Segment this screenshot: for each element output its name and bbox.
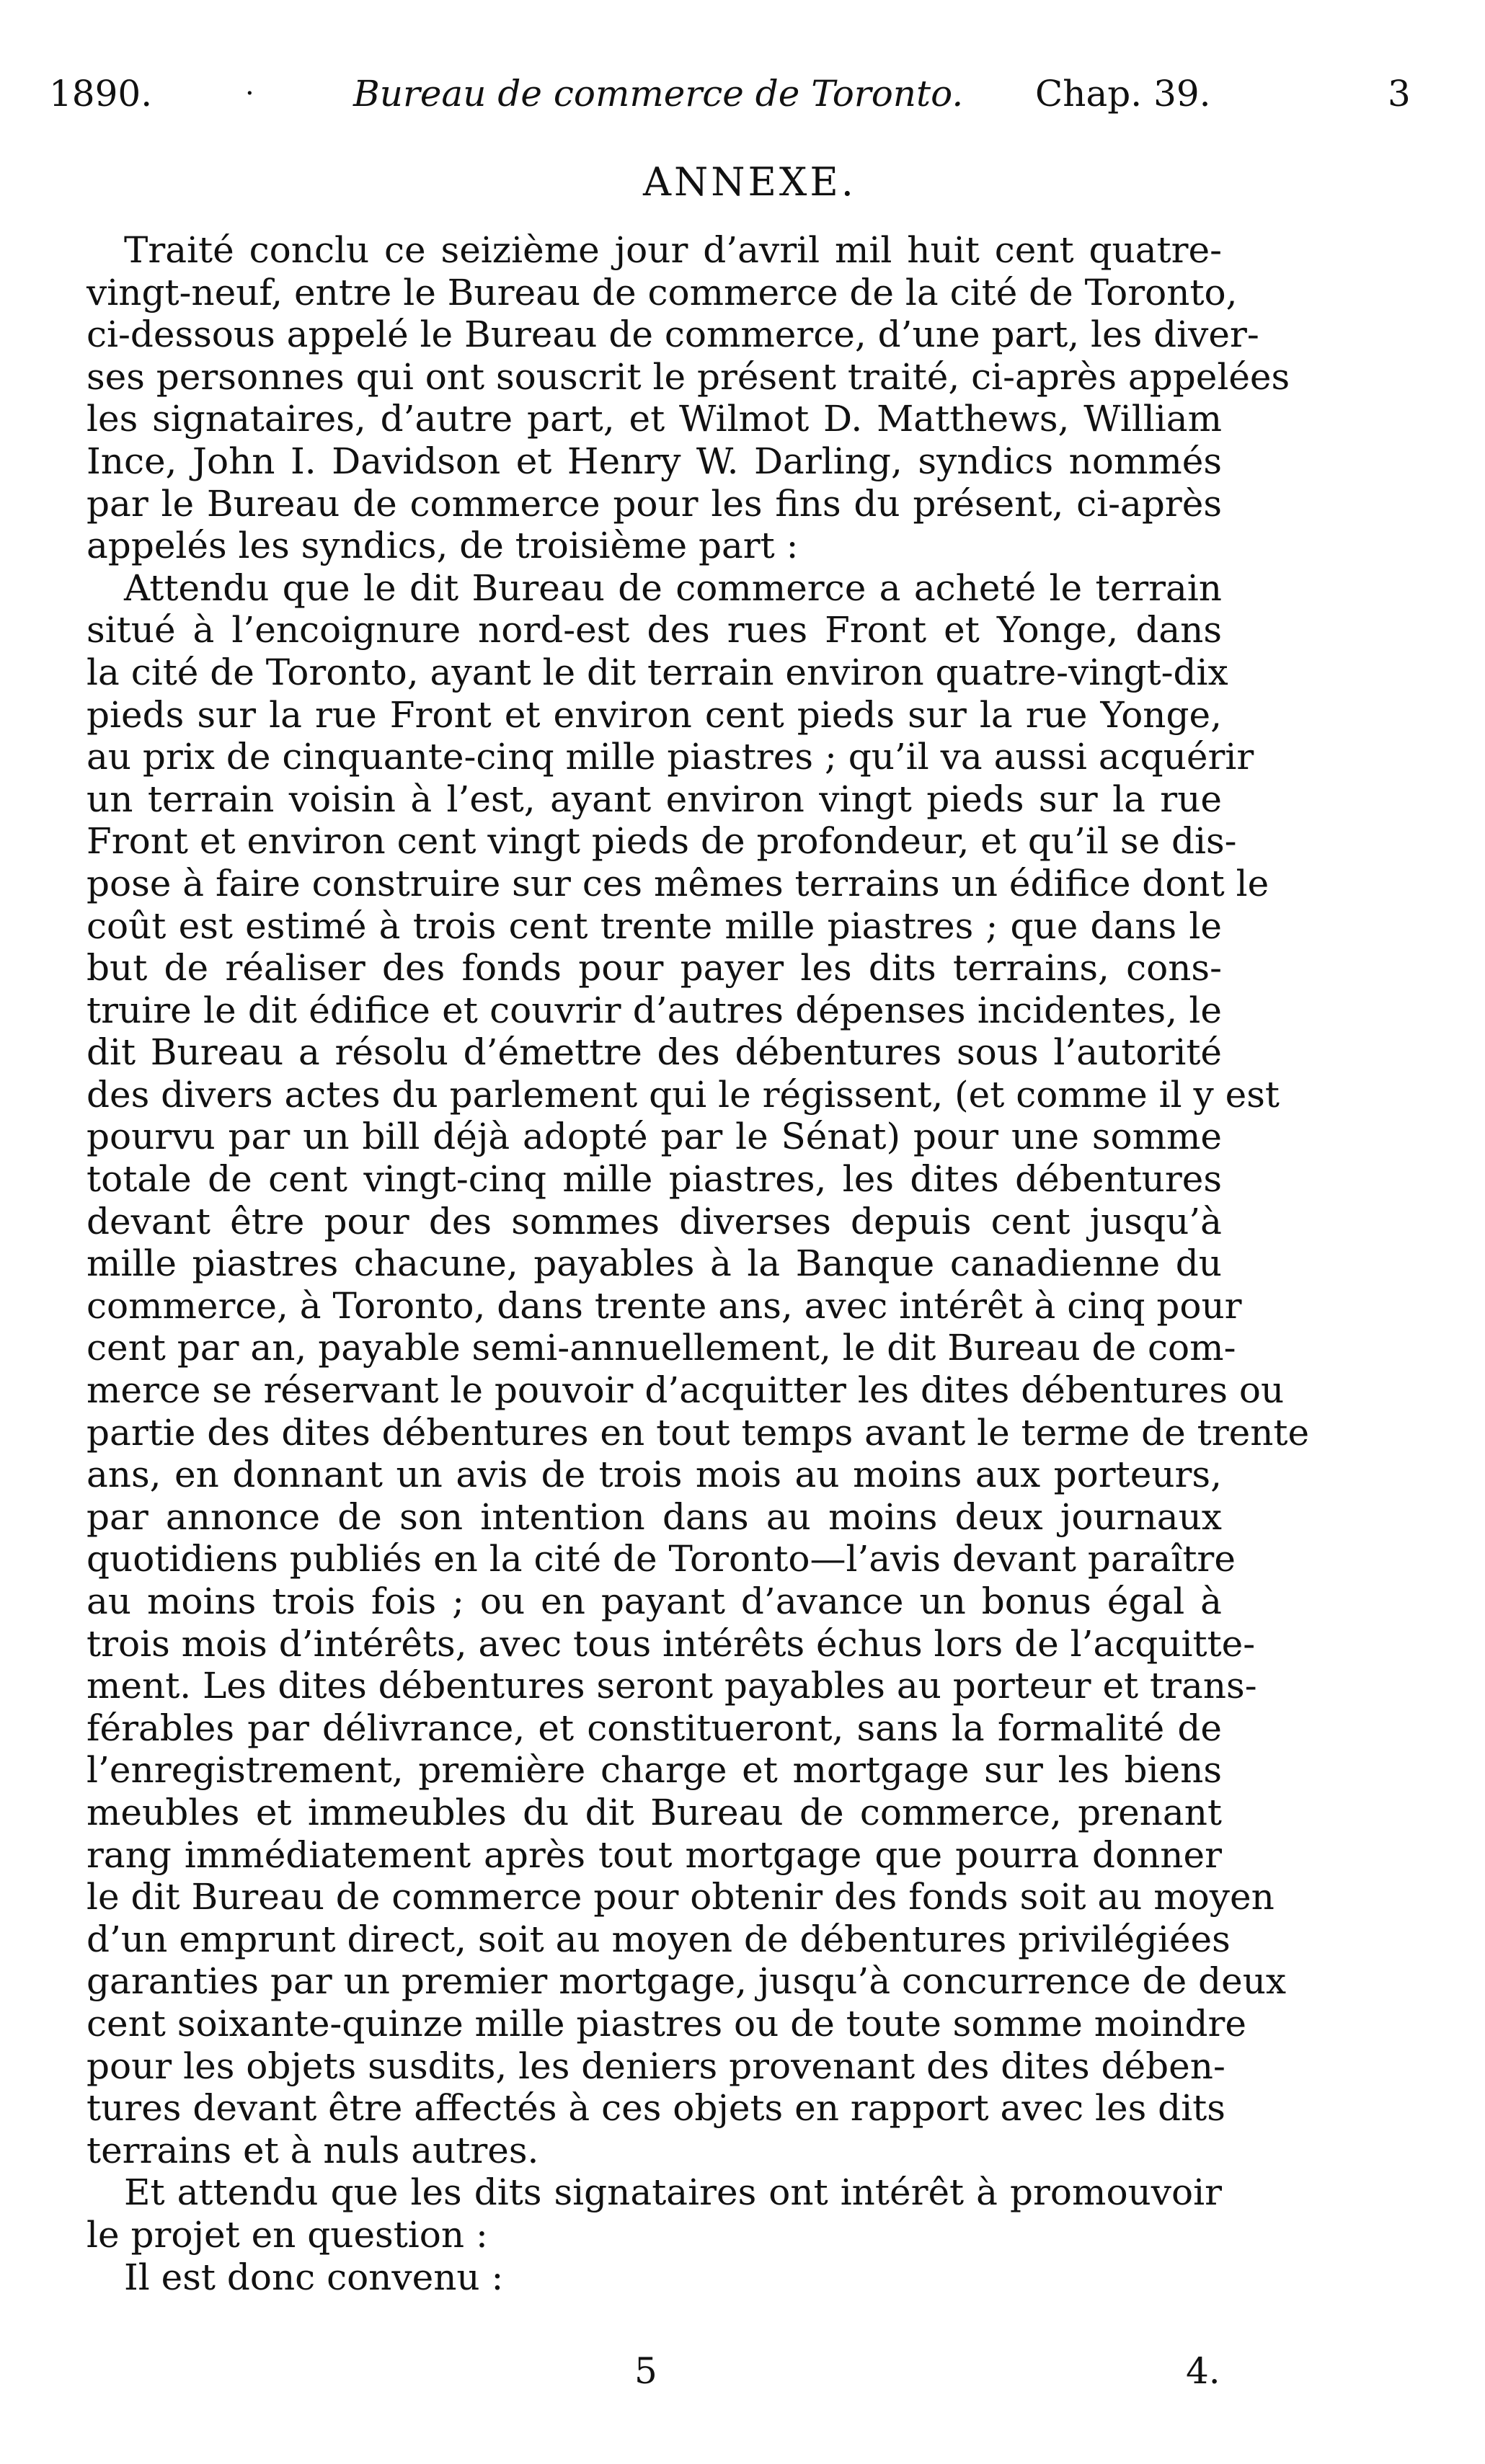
text-line: trois mois d’intérêts, avec tous intérêts échus lors de l’acquitte- [87,1622,1256,1665]
text-line: d’un emprunt direct, soit au moyen de débentures privilégiées [87,1918,1231,1960]
text-line: pourvu par un bill déjà adopté par le Sénat) pour une somme [87,1116,1222,1158]
text-line: meubles et immeubles du dit Bureau de commerce, prenant [87,1791,1222,1833]
text-line: vingt-neuf, entre le Bureau de commerce de la cité de Toronto, [87,271,1238,313]
text-line: pieds sur la rue Front et environ cent pieds sur la rue Yonge, [87,693,1222,736]
text-line: ci-dessous appelé le Bureau de commerce, d’une part, les diver- [87,313,1259,356]
text-line: totale de cent vingt-cinq mille piastres, les dites débentures [87,1158,1222,1201]
text-line: rang immédiatement après tout mortgage que pourra donner [87,1833,1222,1876]
running-head-year: 1890. [49,73,153,115]
text-line: Traité conclu ce seizième jour d’avril mil huit cent quatre- [124,229,1222,271]
text-line: ans, en donnant un avis de trois mois au moins aux porteurs, [87,1454,1222,1496]
text-line: mille piastres chacune, payables à la Banque canadienne du [87,1242,1222,1285]
text-line: la cité de Toronto, ayant le dit terrain environ quatre-vingt-dix [87,651,1228,693]
running-head-chapter: Chap. 39. [1035,73,1211,115]
text-line: garanties par un premier mortgage, jusqu’à concurrence de deux [87,1960,1287,2003]
text-line: quotidiens publiés en la cité de Toronto—l’avis devant paraître [87,1538,1236,1580]
text-line: dit Bureau a résolu d’émettre des débentures sous l’autorité [87,1031,1222,1074]
text-line: Et attendu que les dits signataires ont intérêt à promouvoir [124,2171,1222,2214]
text-line: Ince, John I. Davidson et Henry W. Darling, syndics nommés [87,440,1222,482]
section-heading: ANNEXE. [643,159,856,205]
text-line: cent soixante-quinze mille piastres ou de toute somme moindre [87,2002,1246,2045]
text-line: devant être pour des sommes diverses depuis cent jusqu’à [87,1200,1222,1242]
text-line: truire le dit édifice et couvrir d’autres dépenses incidentes, le [87,989,1222,1031]
page-number: 3 [1388,73,1411,115]
text-line: pour les objets susdits, les deniers provenant des dites dében- [87,2045,1225,2087]
running-head [0,68,1485,119]
text-line: les signataires, d’autre part, et Wilmot D. Matthews, William [87,398,1222,440]
text-line: le dit Bureau de commerce pour obtenir des fonds soit au moyen [87,1876,1275,1918]
running-head-dot: · [245,77,254,110]
text-line: commerce, à Toronto, dans trente ans, avec intérêt à cinq pour [87,1284,1242,1327]
text-line: le projet en question : [87,2213,488,2256]
text-line: un terrain voisin à l’est, ayant environ vingt pieds sur la rue [87,778,1222,820]
text-line: Attendu que le dit Bureau de commerce a acheté le terrain [124,566,1222,609]
text-line: but de réaliser des fonds pour payer les dits terrains, cons- [87,947,1222,989]
text-line: férables par délivrance, et constitueront, sans la formalité de [87,1707,1222,1749]
running-head-title: Bureau de commerce de Toronto. [353,73,964,115]
text-line: terrains et à nuls autres. [87,2129,539,2171]
text-line: par annonce de son intention dans au moins deux journaux [87,1495,1222,1538]
text-line: tures devant être affectés à ces objets en rapport avec les dits [87,2087,1225,2130]
body-text [87,229,1310,2298]
text-line: pose à faire construire sur ces mêmes terrains un édifice dont le [87,862,1269,904]
text-line: merce se réservant le pouvoir d’acquitter les dites débentures ou [87,1369,1285,1412]
text-line: des divers actes du parlement qui le régissent, (et comme il y est [87,1073,1280,1116]
text-line: au prix de cinquante-cinq mille piastres ; qu’il va aussi acquérir [87,736,1254,778]
text-line: Front et environ cent vingt pieds de profondeur, et qu’il se dis- [87,820,1237,863]
text-line: coût est estimé à trois cent trente mille piastres ; que dans le [87,904,1222,947]
text-line: appelés les syndics, de troisième part : [87,525,799,567]
page-footer [0,2346,1485,2396]
text-line: l’enregistrement, première charge et mortgage sur les biens [87,1749,1222,1792]
signature-mark-left: 5 [634,2350,657,2392]
text-line: situé à l’encoignure nord-est des rues Front et Yonge, dans [87,609,1222,651]
text-line: au moins trois fois ; ou en payant d’avance un bonus égal à [87,1580,1222,1622]
text-line: ses personnes qui ont souscrit le présent traité, ci-après appelées [87,355,1290,398]
text-line: cent par an, payable semi-annuellement, le dit Bureau de com- [87,1327,1236,1369]
text-line: par le Bureau de commerce pour les fins du présent, ci-après [87,482,1222,525]
signature-mark-right: 4. [1186,2350,1220,2392]
text-line: partie des dites débentures en tout temps avant le terme de trente [87,1411,1310,1454]
text-line: ment. Les dites débentures seront payables au porteur et trans- [87,1665,1257,1707]
text-line: Il est donc convenu : [124,2256,504,2298]
